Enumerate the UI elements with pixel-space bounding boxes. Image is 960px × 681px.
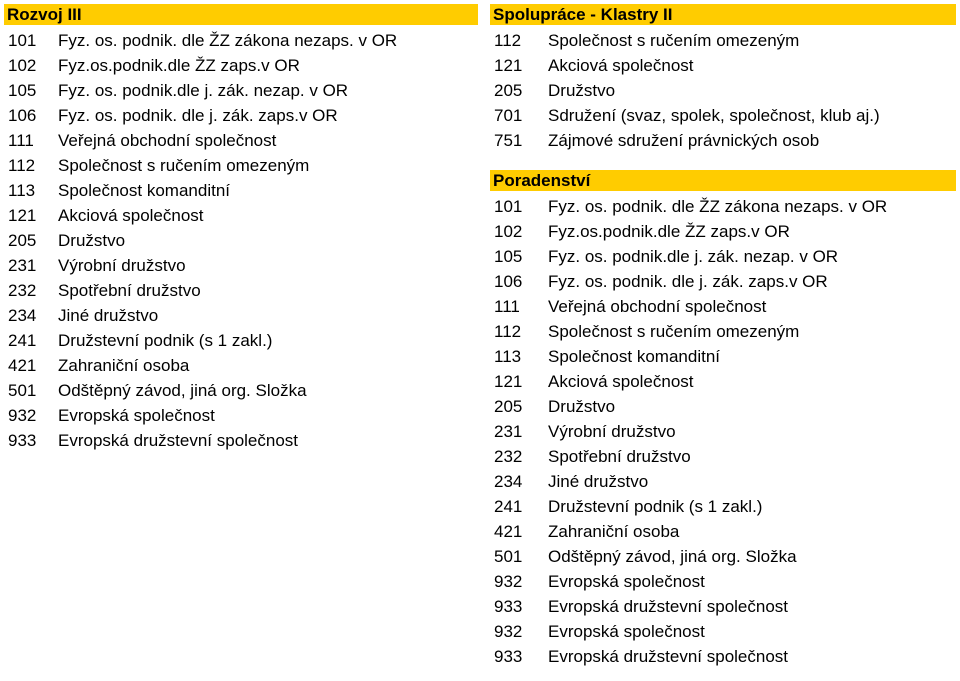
legal-form-label: Zahraniční osoba: [548, 522, 680, 541]
legal-form-code: 102: [494, 222, 523, 241]
legal-form-label: Výrobní družstvo: [58, 256, 186, 275]
legal-form-label: Evropská družstevní společnost: [548, 647, 789, 666]
legal-form-label: Společnost s ručením omezeným: [548, 322, 800, 341]
legal-form-label: Evropská společnost: [58, 406, 215, 425]
legal-form-code: 105: [8, 81, 37, 100]
list-item: [490, 469, 956, 494]
right-column: [490, 4, 956, 669]
legal-form-label: Veřejná obchodní společnost: [548, 297, 767, 316]
legal-form-code: 105: [494, 247, 523, 266]
legal-form-code: 112: [494, 322, 522, 341]
legal-form-code: 501: [494, 547, 523, 566]
rozvoj-section: [4, 4, 478, 453]
list-item: [490, 269, 956, 294]
list-item: [490, 128, 956, 153]
list-item: [490, 369, 956, 394]
rozvoj-header: Rozvoj III: [4, 4, 478, 25]
legal-form-code: 111: [8, 131, 34, 150]
list-item: [490, 28, 956, 53]
list-item: [4, 328, 478, 353]
legal-form-label: Odštěpný závod, jiná org. Složka: [548, 547, 797, 566]
legal-form-code: 933: [494, 597, 523, 616]
legal-form-code: 232: [494, 447, 523, 466]
poradenstvi-section: [490, 170, 956, 669]
legal-form-label: Evropská společnost: [548, 572, 705, 591]
legal-form-label: Výrobní družstvo: [548, 422, 676, 441]
list-item: [4, 153, 478, 178]
legal-form-code: 933: [494, 647, 523, 666]
legal-form-label: Společnost s ručením omezeným: [548, 31, 800, 50]
legal-form-code: 111: [494, 297, 520, 316]
legal-form-label: Fyz. os. podnik. dle j. zák. zaps.v OR: [548, 272, 828, 291]
poradenstvi-list: [490, 194, 956, 669]
list-item: [4, 403, 478, 428]
list-item: [4, 228, 478, 253]
list-item: [4, 428, 478, 453]
legal-form-code: 121: [494, 56, 523, 75]
legal-form-code: 421: [8, 356, 37, 375]
legal-form-code: 241: [494, 497, 523, 516]
legal-form-code: 113: [8, 181, 36, 200]
list-item: [490, 619, 956, 644]
list-item: [490, 544, 956, 569]
list-item: [4, 128, 478, 153]
list-item: [4, 178, 478, 203]
legal-form-label: Společnost komanditní: [58, 181, 230, 200]
list-item: [490, 494, 956, 519]
legal-form-code: 106: [8, 106, 37, 125]
legal-form-code: 121: [494, 372, 523, 391]
list-item: [490, 319, 956, 344]
list-item: [490, 219, 956, 244]
legal-form-label: Fyz. os. podnik.dle j. zák. nezap. v OR: [548, 247, 839, 266]
legal-form-code: 234: [494, 472, 523, 491]
legal-form-code: 101: [494, 197, 523, 216]
list-item: [490, 594, 956, 619]
poradenstvi-header: Poradenství: [490, 170, 956, 191]
legal-form-code: 932: [494, 622, 523, 641]
legal-form-code: 501: [8, 381, 37, 400]
spoluprace-section: [490, 4, 956, 153]
spoluprace-header: Spolupráce - Klastry II: [490, 4, 956, 25]
list-item: [490, 519, 956, 544]
legal-form-code: 113: [494, 347, 522, 366]
legal-form-code: 205: [494, 397, 523, 416]
legal-form-label: Zájmové sdružení právnických osob: [548, 131, 820, 150]
legal-form-label: Fyz.os.podnik.dle ŽZ zaps.v OR: [58, 56, 300, 75]
legal-form-code: 231: [8, 256, 37, 275]
legal-form-label: Družstvo: [548, 81, 616, 100]
list-item: [490, 53, 956, 78]
list-item: [490, 419, 956, 444]
list-item: [4, 203, 478, 228]
list-item: [490, 394, 956, 419]
legal-form-code: 101: [8, 31, 37, 50]
legal-form-label: Evropská společnost: [548, 622, 705, 641]
legal-form-code: 205: [494, 81, 523, 100]
legal-form-label: Odštěpný závod, jiná org. Složka: [58, 381, 307, 400]
legal-form-label: Společnost s ručením omezeným: [58, 156, 310, 175]
section-spacer: [490, 153, 956, 170]
legal-form-label: Jiné družstvo: [548, 472, 649, 491]
legal-form-label: Družstevní podnik (s 1 zakl.): [58, 331, 273, 350]
legal-form-label: Veřejná obchodní společnost: [58, 131, 277, 150]
legal-form-label: Fyz. os. podnik. dle ŽZ zákona nezaps. v OR: [58, 31, 398, 50]
legal-form-label: Fyz. os. podnik. dle j. zák. zaps.v OR: [58, 106, 338, 125]
list-item: [490, 444, 956, 469]
legal-form-code: 102: [8, 56, 37, 75]
legal-form-code: 106: [494, 272, 523, 291]
list-item: [490, 244, 956, 269]
legal-form-code: 112: [494, 31, 522, 50]
legal-form-code: 421: [494, 522, 523, 541]
legal-form-code: 932: [8, 406, 37, 425]
legal-form-code: 932: [494, 572, 523, 591]
list-item: [490, 78, 956, 103]
legal-form-code: 232: [8, 281, 37, 300]
list-item: [4, 103, 478, 128]
list-item: [4, 253, 478, 278]
list-item: [490, 294, 956, 319]
list-item: [4, 353, 478, 378]
legal-form-label: Družstvo: [58, 231, 126, 250]
legal-form-code: 112: [8, 156, 36, 175]
legal-form-code: 751: [494, 131, 523, 150]
legal-form-label: Akciová společnost: [548, 372, 694, 391]
spoluprace-list: [490, 28, 956, 153]
legal-form-label: Evropská družstevní společnost: [548, 597, 789, 616]
legal-form-code: 121: [8, 206, 37, 225]
legal-form-label: Jiné družstvo: [58, 306, 159, 325]
legal-form-code: 205: [8, 231, 37, 250]
legal-form-label: Společnost komanditní: [548, 347, 720, 366]
legal-form-code: 231: [494, 422, 523, 441]
list-item: [490, 344, 956, 369]
legal-form-label: Fyz. os. podnik. dle ŽZ zákona nezaps. v OR: [548, 197, 888, 216]
legal-form-code: 234: [8, 306, 37, 325]
legal-form-label: Fyz. os. podnik.dle j. zák. nezap. v OR: [58, 81, 349, 100]
legal-form-label: Družstevní podnik (s 1 zakl.): [548, 497, 763, 516]
list-item: [4, 378, 478, 403]
list-item: [490, 569, 956, 594]
legal-form-label: Zahraniční osoba: [58, 356, 190, 375]
legal-form-label: Družstvo: [548, 397, 616, 416]
legal-form-label: Spotřební družstvo: [58, 281, 201, 300]
legal-form-label: Spotřební družstvo: [548, 447, 691, 466]
legal-form-code: 933: [8, 431, 37, 450]
legal-form-code: 701: [494, 106, 523, 125]
list-item: [4, 28, 478, 53]
legal-form-label: Evropská družstevní společnost: [58, 431, 299, 450]
list-item: [4, 78, 478, 103]
legal-form-label: Sdružení (svaz, spolek, společnost, klub aj.): [548, 106, 880, 125]
rozvoj-list: [4, 28, 478, 453]
list-item: [490, 644, 956, 669]
legal-form-label: Fyz.os.podnik.dle ŽZ zaps.v OR: [548, 222, 790, 241]
legal-form-label: Akciová společnost: [548, 56, 694, 75]
list-item: [4, 278, 478, 303]
legal-form-label: Akciová společnost: [58, 206, 204, 225]
list-item: [4, 53, 478, 78]
list-item: [490, 194, 956, 219]
list-item: [490, 103, 956, 128]
legal-form-code: 241: [8, 331, 37, 350]
list-item: [4, 303, 478, 328]
